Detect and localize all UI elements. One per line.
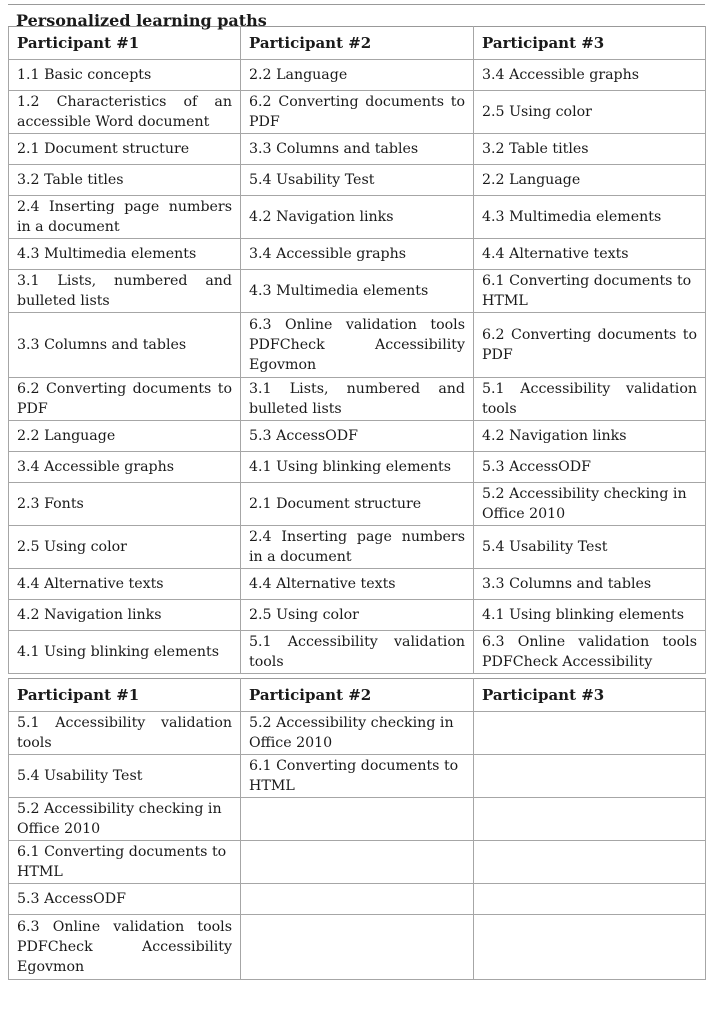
table-cell: 4.2 Navigation links — [474, 421, 706, 452]
table-cell: 4.4 Alternative texts — [241, 569, 474, 600]
table-cell — [241, 915, 474, 980]
header-participant-1: Participant #1 — [9, 679, 241, 712]
table-cell — [241, 841, 474, 884]
table-row — [9, 526, 706, 569]
table-cell: 4.4 Alternative texts — [474, 239, 706, 270]
header-participant-3: Participant #3 — [474, 679, 706, 712]
table-cell: 4.3 Multimedia elements — [474, 196, 706, 239]
table-cell: 2.1 Document structure — [9, 134, 241, 165]
header-participant-2: Participant #2 — [241, 679, 474, 712]
table-title: Personalized learning paths — [8, 4, 705, 26]
table-cell: 4.3 Multimedia elements — [9, 239, 241, 270]
table-row — [9, 483, 706, 526]
table-cell: 6.3 Online validation tools PDFCheck Accessibility Egovmon — [241, 313, 474, 378]
table-row — [9, 915, 706, 980]
table-row — [9, 569, 706, 600]
table-cell: 3.3 Columns and tables — [474, 569, 706, 600]
table-cell: 5.2 Accessibility checking in Office 2010 — [9, 798, 241, 841]
table-cell: 5.1 Accessibility validation tools — [9, 712, 241, 755]
table-cell: 2.5 Using color — [241, 600, 474, 631]
table-cell: 5.1 Accessibility validation tools — [241, 631, 474, 674]
table-cell: 6.1 Converting documents to HTML — [9, 841, 241, 884]
header-row — [9, 27, 706, 60]
table-cell: 3.2 Table titles — [474, 134, 706, 165]
table-row — [9, 600, 706, 631]
table-cell: 2.2 Language — [241, 60, 474, 91]
table-cell — [241, 798, 474, 841]
header-row — [9, 679, 706, 712]
table-cell: 5.3 AccessODF — [241, 421, 474, 452]
table-cell: 6.1 Converting documents to HTML — [241, 755, 474, 798]
document-page — [8, 4, 705, 980]
table-cell: 2.2 Language — [9, 421, 241, 452]
table-cell: 2.5 Using color — [9, 526, 241, 569]
table-cell: 2.1 Document structure — [241, 483, 474, 526]
table-cell: 3.3 Columns and tables — [241, 134, 474, 165]
table-cell: 4.4 Alternative texts — [9, 569, 241, 600]
table-cell: 5.3 AccessODF — [9, 884, 241, 915]
table-cell: 2.2 Language — [474, 165, 706, 196]
table-cell: 5.1 Accessibility validation tools — [474, 378, 706, 421]
table-cell: 3.3 Columns and tables — [9, 313, 241, 378]
table-cell — [474, 841, 706, 884]
table-row — [9, 841, 706, 884]
table-cell: 6.2 Converting documents to PDF — [9, 378, 241, 421]
table-cell: 3.4 Accessible graphs — [241, 239, 474, 270]
table-cell: 3.4 Accessible graphs — [9, 452, 241, 483]
table-row — [9, 712, 706, 755]
table-row — [9, 239, 706, 270]
table-cell: 3.1 Lists, numbered and bulleted lists — [9, 270, 241, 313]
table-cell: 3.2 Table titles — [9, 165, 241, 196]
table-row — [9, 165, 706, 196]
table-row — [9, 378, 706, 421]
header-participant-3: Participant #3 — [474, 27, 706, 60]
table-cell: 1.2 Characteristics of an accessible Word document — [9, 91, 241, 134]
table-cell: 4.3 Multimedia elements — [241, 270, 474, 313]
table-row — [9, 884, 706, 915]
table-row — [9, 270, 706, 313]
table-cell — [474, 755, 706, 798]
table-cell: 5.3 AccessODF — [474, 452, 706, 483]
table-cell: 4.1 Using blinking elements — [9, 631, 241, 674]
table-row — [9, 60, 706, 91]
table-cell — [474, 915, 706, 980]
table-cell: 2.3 Fonts — [9, 483, 241, 526]
table-cell: 5.2 Accessibility checking in Office 2010 — [241, 712, 474, 755]
table-cell: 4.2 Navigation links — [9, 600, 241, 631]
table-cell: 2.4 Inserting page numbers in a document — [241, 526, 474, 569]
table-cell: 5.4 Usability Test — [9, 755, 241, 798]
table-cell — [474, 798, 706, 841]
table-cell: 1.1 Basic concepts — [9, 60, 241, 91]
table-cell: 5.4 Usability Test — [474, 526, 706, 569]
table-cell: 5.4 Usability Test — [241, 165, 474, 196]
table-row — [9, 91, 706, 134]
table-cell: 3.1 Lists, numbered and bulleted lists — [241, 378, 474, 421]
table-cell: 5.2 Accessibility checking in Office 2010 — [474, 483, 706, 526]
table-cell: 4.2 Navigation links — [241, 196, 474, 239]
table-cell — [474, 884, 706, 915]
table-row — [9, 755, 706, 798]
table-cell: 3.4 Accessible graphs — [474, 60, 706, 91]
table-cell: 2.4 Inserting page numbers in a document — [9, 196, 241, 239]
learning-paths-table — [8, 26, 706, 674]
header-participant-1: Participant #1 — [9, 27, 241, 60]
learning-paths-table-continued — [8, 678, 706, 980]
table-cell: 6.1 Converting documents to HTML — [474, 270, 706, 313]
header-participant-2: Participant #2 — [241, 27, 474, 60]
table-cell: 6.3 Online validation tools PDFCheck Accessibility — [474, 631, 706, 674]
table-row — [9, 196, 706, 239]
table-cell: 4.1 Using blinking elements — [241, 452, 474, 483]
table-cell — [474, 712, 706, 755]
table-row — [9, 631, 706, 674]
table-row — [9, 313, 706, 378]
table-cell: 4.1 Using blinking elements — [474, 600, 706, 631]
table-cell: 6.3 Online validation tools PDFCheck Accessibility Egovmon — [9, 915, 241, 980]
table-row — [9, 452, 706, 483]
table-row — [9, 421, 706, 452]
table-cell: 6.2 Converting documents to PDF — [474, 313, 706, 378]
table-cell: 2.5 Using color — [474, 91, 706, 134]
table-cell: 6.2 Converting documents to PDF — [241, 91, 474, 134]
table-row — [9, 134, 706, 165]
table-cell — [241, 884, 474, 915]
table-row — [9, 798, 706, 841]
